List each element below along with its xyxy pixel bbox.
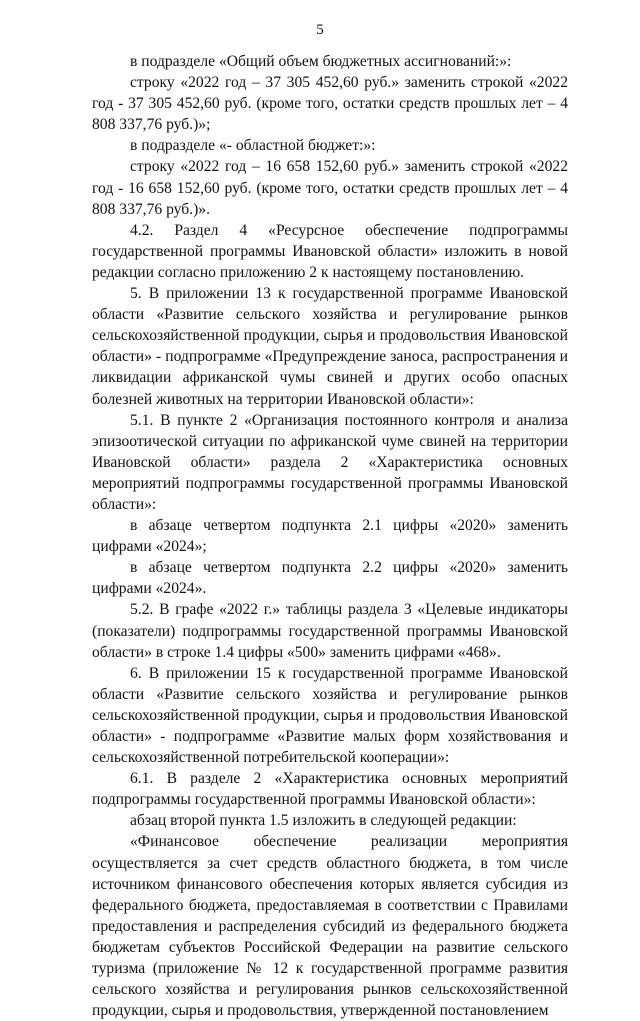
- document-body: [92, 51, 568, 1021]
- paragraph: строку «2022 год – 37 305 452,60 руб.» заменить строкой «2022 год - 37 305 452,60 руб. (кроме того, остатки средств прошлых лет – 4 808 337,76 руб.)»;: [92, 74, 568, 134]
- paragraph: 5.2. В графе «2022 г.» таблицы раздела 3 «Целевые индикаторы (показатели) подпрограммы государственной программы Ивановской области» в строке 1.4 цифры «500» заменить цифрами «468».: [92, 601, 568, 661]
- paragraph: в абзаце четвертом подпункта 2.2 цифры «2020» заменить цифрами «2024».: [92, 559, 568, 598]
- paragraph: в подразделе «Общий объем бюджетных ассигнований:»:: [130, 53, 512, 70]
- paragraph: «Финансовое обеспечение реализации мероприятия осуществляется за счет средств областного бюджета, в том числе источником финансового обеспечения которых является субсидия из федерального бюджета, предоставляемая в соответствии с Правилами предоставления и распределения субсидий из федерального бюджета бюджетам субъектов Российской Федерации на развитие сельского туризма (приложение № 12 к государственной программе развития сельского хозяйства и регулирования рынков сельскохозяйственной продукции, сырья и продовольствия, утвержденной постановлением: [92, 833, 568, 1020]
- page-number: 5: [316, 22, 324, 38]
- paragraph: в подразделе «- областной бюджет:»:: [130, 137, 376, 155]
- paragraph: 6.1. В разделе 2 «Характеристика основных мероприятий подпрограммы государственной программы Ивановской области»:: [92, 770, 568, 809]
- paragraph: 4.2. Раздел 4 «Ресурсное обеспечение подпрограммы государственной программы Ивановской области» изложить в новой редакции согласно приложению 2 к настоящему постановлению.: [92, 221, 568, 281]
- paragraph: в абзаце четвертом подпункта 2.1 цифры «2020» заменить цифрами «2024»;: [92, 517, 568, 556]
- paragraph: 5. В приложении 13 к государственной программе Ивановской области «Развитие сельского хозяйства и регулирование рынков сельскохозяйственной продукции, сырья и продовольствия Ивановской области» - подпрограмме «Предупреждение заноса, распространения и ликвидации африканской чумы свиней и других особо опасных болезней животных на территории Ивановской области»:: [92, 285, 568, 408]
- paragraph: 5.1. В пункте 2 «Организация постоянного контроля и анализа эпизоотической ситуации по африканской чуме свиней на территории Ивановской области» раздела 2 «Характеристика основных мероприятий подпрограммы государственной программы Ивановской области»:: [92, 411, 568, 513]
- paragraph: строку «2022 год – 16 658 152,60 руб.» заменить строкой «2022 год - 16 658 152,60 руб. (кроме того, остатки средств прошлых лет – 4 808 337,76 руб.)».: [92, 158, 568, 218]
- paragraph: 6. В приложении 15 к государственной программе Ивановской области «Развитие сельского хозяйства и регулирование рынков сельскохозяйственной продукции, сырья и продовольствия Ивановской области» - подпрограмме «Развитие малых форм хозяйствования и сельскохозяйственной потребительской кооперации»:: [92, 664, 568, 767]
- paragraph: абзац второй пункта 1.5 изложить в следующей редакции:: [130, 812, 517, 830]
